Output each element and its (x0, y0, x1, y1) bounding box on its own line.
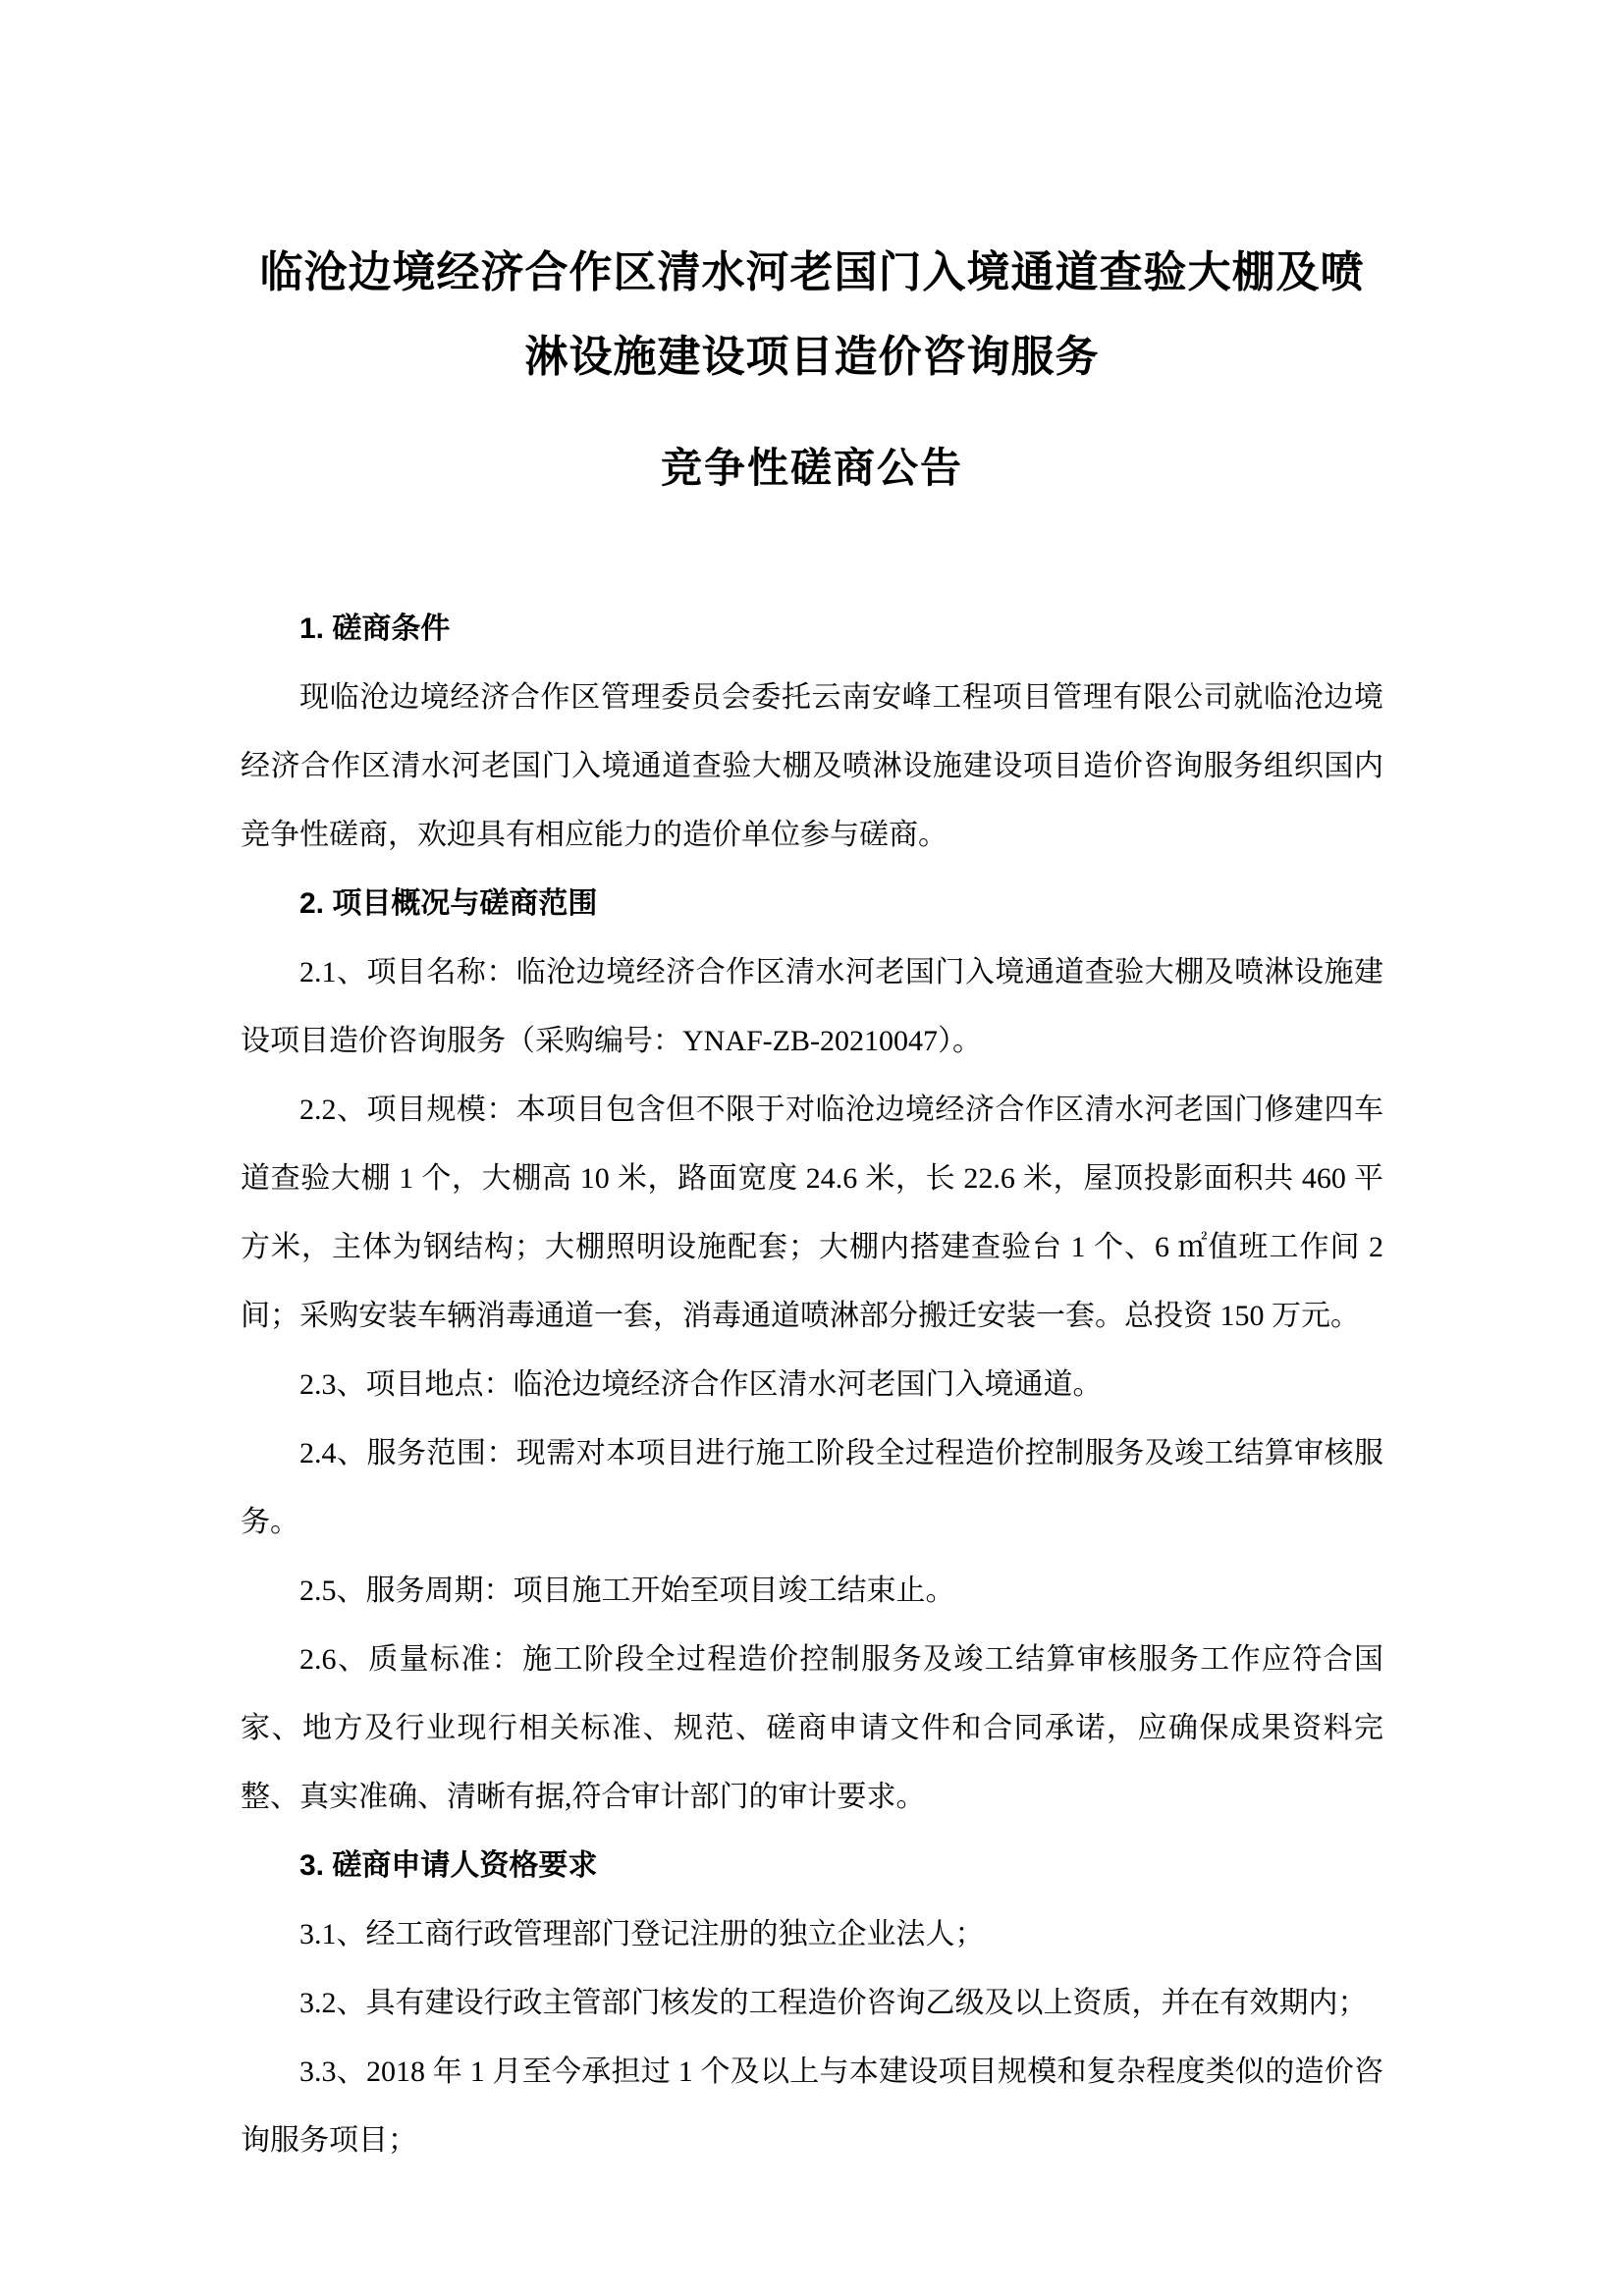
paragraph: 3.1、经工商行政管理部门登记注册的独立企业法人； (299, 1918, 985, 1950)
paragraph: 3.3、2018 年 1 月至今承担过 1 个及以上与本建设项目规模和复杂程度类似的造价咨询服务项目； (241, 2056, 1383, 2157)
document-body (241, 595, 1383, 2175)
paragraph: 2.1、项目名称：临沧边境经济合作区清水河老国门入境通道查验大棚及喷淋设施建设项目造价咨询服务（采购编号：YNAF-ZB-20210047）。 (241, 956, 1383, 1057)
document-title-line-2: 淋设施建设项目造价咨询服务 (524, 333, 1100, 381)
paragraph: 2.4、服务范围：现需对本项目进行施工阶段全过程造价控制服务及竣工结算审核服务。 (241, 1437, 1383, 1538)
paragraph: 2.5、服务周期：项目施工开始至项目竣工结束止。 (299, 1575, 955, 1607)
document-title (241, 231, 1383, 400)
section-heading: 1. 磋商条件 (299, 613, 451, 645)
paragraph: 2.2、项目规模：本项目包含但不限于对临沧边境经济合作区清水河老国门修建四车道查验大棚 1 个，大棚高 10 米，路面宽度 24.6 米，长 22.6 米，屋顶投影面积共 460 平方米，主体为钢结构；大棚照明设施配套；大棚内搭建查验台 1 个、6 ㎡值班工作间 2 间；采购安装车辆消毒通道一套，消毒通道喷淋部分搬迁安装一套。总投资 150 万元。 (241, 1094, 1383, 1332)
paragraph: 2.3、项目地点：临沧边境经济合作区清水河老国门入境通道。 (299, 1368, 1103, 1401)
document-title-line-1: 临沧边境经济合作区清水河老国门入境通道查验大棚及喷 (259, 248, 1365, 296)
paragraph: 2.6、质量标准：施工阶段全过程造价控制服务及竣工结算审核服务工作应符合国家、地方及行业现行相关标准、规范、磋商申请文件和合同承诺，应确保成果资料完整、真实准确、清晰有据,符合审计部门的审计要求。 (241, 1643, 1383, 1813)
paragraph: 3.2、具有建设行政主管部门核发的工程造价咨询乙级及以上资质，并在有效期内； (299, 1987, 1368, 2019)
section-heading: 2. 项目概况与磋商范围 (299, 887, 598, 920)
document-subtitle: 竞争性磋商公告 (660, 447, 963, 492)
section-heading: 3. 磋商申请人资格要求 (299, 1849, 598, 1882)
paragraph: 现临沧边境经济合作区管理委员会委托云南安峰工程项目管理有限公司就临沧边境经济合作区清水河老国门入境通道查验大棚及喷淋设施建设项目造价咨询服务组织国内竞争性磋商，欢迎具有相应能力的造价单位参与磋商。 (241, 681, 1383, 851)
